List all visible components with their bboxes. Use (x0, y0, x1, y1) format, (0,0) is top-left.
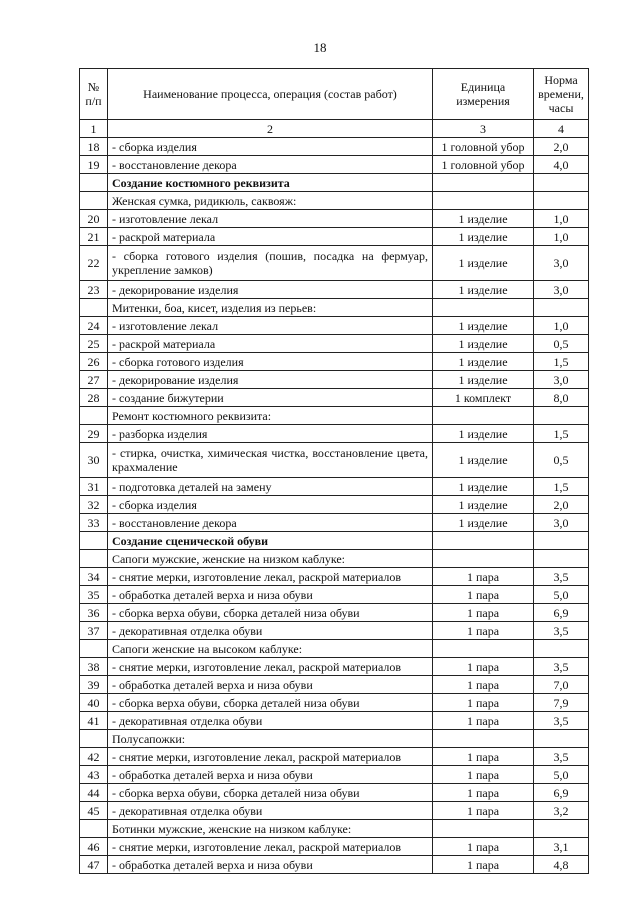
table-row (80, 622, 589, 640)
table-row (80, 425, 589, 443)
unit-of-measure: 1 пара (433, 622, 534, 640)
unit-of-measure: 1 изделие (433, 335, 534, 353)
unit-empty (433, 550, 534, 568)
unit-empty (433, 174, 534, 192)
norm-empty (534, 640, 589, 658)
table-row (80, 568, 589, 586)
table-row (80, 658, 589, 676)
unit-empty (433, 407, 534, 425)
time-norm: 1,5 (534, 425, 589, 443)
process-name: - сборка верха обуви, сборка деталей низа обуви (108, 694, 433, 712)
header-norm: Норма времени, часы (534, 69, 589, 120)
unit-of-measure: 1 пара (433, 604, 534, 622)
unit-of-measure: 1 изделие (433, 371, 534, 389)
group-row (80, 550, 589, 568)
section-row (80, 532, 589, 550)
process-name: - восстановление декора (108, 156, 433, 174)
row-number-empty (80, 820, 108, 838)
time-norm: 8,0 (534, 389, 589, 407)
unit-of-measure: 1 изделие (433, 425, 534, 443)
process-name: - декоративная отделка обуви (108, 622, 433, 640)
row-number: 36 (80, 604, 108, 622)
header-name: Наименование процесса, операция (состав работ) (108, 69, 433, 120)
process-name: - сборка готового изделия (108, 353, 433, 371)
group-row (80, 820, 589, 838)
unit-of-measure: 1 изделие (433, 246, 534, 281)
row-number-empty (80, 550, 108, 568)
section-title: Создание костюмного реквизита (108, 174, 433, 192)
row-number: 23 (80, 281, 108, 299)
row-number: 43 (80, 766, 108, 784)
table-row (80, 694, 589, 712)
unit-of-measure: 1 пара (433, 586, 534, 604)
row-number-empty (80, 407, 108, 425)
time-norm: 5,0 (534, 586, 589, 604)
time-norm: 1,0 (534, 317, 589, 335)
time-norm: 1,0 (534, 228, 589, 246)
unit-of-measure: 1 пара (433, 784, 534, 802)
table-row (80, 514, 589, 532)
unit-of-measure: 1 изделие (433, 353, 534, 371)
unit-of-measure: 1 изделие (433, 478, 534, 496)
table-row (80, 246, 589, 281)
process-name: - сборка изделия (108, 496, 433, 514)
norm-empty (534, 407, 589, 425)
table-row (80, 353, 589, 371)
row-number: 19 (80, 156, 108, 174)
column-number: 2 (108, 120, 433, 138)
norm-empty (534, 532, 589, 550)
table-row (80, 371, 589, 389)
process-name: - декорирование изделия (108, 371, 433, 389)
unit-of-measure: 1 пара (433, 748, 534, 766)
table-row (80, 317, 589, 335)
section-title: Создание сценической обуви (108, 532, 433, 550)
table-row (80, 335, 589, 353)
process-name: - изготовление лекал (108, 210, 433, 228)
row-number: 27 (80, 371, 108, 389)
process-name: - декорирование изделия (108, 281, 433, 299)
time-norm: 3,5 (534, 712, 589, 730)
table-row (80, 228, 589, 246)
process-name: - снятие мерки, изготовление лекал, раскрой материалов (108, 748, 433, 766)
time-norm: 1,5 (534, 478, 589, 496)
process-name: - обработка деталей верха и низа обуви (108, 856, 433, 874)
time-norm: 3,1 (534, 838, 589, 856)
row-number: 33 (80, 514, 108, 532)
table-row (80, 443, 589, 478)
process-name: - подготовка деталей на замену (108, 478, 433, 496)
norm-empty (534, 299, 589, 317)
process-name: - сборка изделия (108, 138, 433, 156)
norm-empty (534, 730, 589, 748)
time-norm: 3,5 (534, 658, 589, 676)
row-number: 46 (80, 838, 108, 856)
norm-empty (534, 550, 589, 568)
group-title: Сапоги женские на высоком каблуке: (108, 640, 433, 658)
process-name: - обработка деталей верха и низа обуви (108, 766, 433, 784)
group-row (80, 407, 589, 425)
row-number: 37 (80, 622, 108, 640)
table-row (80, 766, 589, 784)
group-row (80, 640, 589, 658)
process-name: - декоративная отделка обуви (108, 712, 433, 730)
unit-of-measure: 1 пара (433, 766, 534, 784)
table-row (80, 856, 589, 874)
group-title: Ремонт костюмного реквизита: (108, 407, 433, 425)
section-row (80, 174, 589, 192)
table-row (80, 210, 589, 228)
unit-of-measure: 1 пара (433, 838, 534, 856)
row-number: 44 (80, 784, 108, 802)
norms-table (79, 68, 589, 874)
row-number: 42 (80, 748, 108, 766)
row-number: 25 (80, 335, 108, 353)
process-name: - раскрой материала (108, 228, 433, 246)
header-unit: Единица измерения (433, 69, 534, 120)
table-row (80, 676, 589, 694)
table-row (80, 138, 589, 156)
time-norm: 2,0 (534, 496, 589, 514)
process-name: - стирка, очистка, химическая чистка, восстановление цвета, крахмаление (108, 443, 433, 478)
time-norm: 3,0 (534, 281, 589, 299)
group-row (80, 192, 589, 210)
row-number: 39 (80, 676, 108, 694)
time-norm: 6,9 (534, 784, 589, 802)
time-norm: 3,5 (534, 748, 589, 766)
row-number-empty (80, 192, 108, 210)
time-norm: 3,2 (534, 802, 589, 820)
unit-of-measure: 1 изделие (433, 210, 534, 228)
table-row (80, 586, 589, 604)
row-number-empty (80, 174, 108, 192)
group-title: Сапоги мужские, женские на низком каблуке: (108, 550, 433, 568)
group-row (80, 299, 589, 317)
time-norm: 3,5 (534, 622, 589, 640)
unit-of-measure: 1 изделие (433, 317, 534, 335)
unit-empty (433, 532, 534, 550)
column-numbers-row (80, 120, 589, 138)
row-number: 24 (80, 317, 108, 335)
time-norm: 1,0 (534, 210, 589, 228)
process-name: - восстановление декора (108, 514, 433, 532)
unit-empty (433, 820, 534, 838)
unit-empty (433, 192, 534, 210)
table-row (80, 748, 589, 766)
process-name: - снятие мерки, изготовление лекал, раскрой материалов (108, 658, 433, 676)
process-name: - декоративная отделка обуви (108, 802, 433, 820)
column-number: 1 (80, 120, 108, 138)
row-number-empty (80, 730, 108, 748)
row-number: 26 (80, 353, 108, 371)
unit-empty (433, 730, 534, 748)
unit-of-measure: 1 пара (433, 676, 534, 694)
process-name: - разборка изделия (108, 425, 433, 443)
norm-empty (534, 174, 589, 192)
row-number: 28 (80, 389, 108, 407)
unit-of-measure: 1 комплект (433, 389, 534, 407)
process-name: - сборка верха обуви, сборка деталей низа обуви (108, 604, 433, 622)
table-row (80, 712, 589, 730)
row-number: 18 (80, 138, 108, 156)
process-name: - обработка деталей верха и низа обуви (108, 586, 433, 604)
row-number: 45 (80, 802, 108, 820)
row-number: 30 (80, 443, 108, 478)
time-norm: 7,9 (534, 694, 589, 712)
time-norm: 2,0 (534, 138, 589, 156)
unit-of-measure: 1 пара (433, 694, 534, 712)
row-number: 47 (80, 856, 108, 874)
column-number: 3 (433, 120, 534, 138)
row-number: 29 (80, 425, 108, 443)
process-name: - снятие мерки, изготовление лекал, раскрой материалов (108, 568, 433, 586)
row-number: 31 (80, 478, 108, 496)
norm-empty (534, 192, 589, 210)
norm-empty (534, 820, 589, 838)
group-title: Женская сумка, ридикюль, саквояж: (108, 192, 433, 210)
row-number: 34 (80, 568, 108, 586)
row-number: 21 (80, 228, 108, 246)
unit-of-measure: 1 пара (433, 856, 534, 874)
unit-of-measure: 1 изделие (433, 496, 534, 514)
time-norm: 0,5 (534, 335, 589, 353)
row-number: 20 (80, 210, 108, 228)
table-row (80, 496, 589, 514)
time-norm: 1,5 (534, 353, 589, 371)
process-name: - раскрой материала (108, 335, 433, 353)
row-number-empty (80, 532, 108, 550)
unit-of-measure: 1 изделие (433, 281, 534, 299)
row-number: 22 (80, 246, 108, 281)
process-name: - сборка готового изделия (пошив, посадка на фермуар, укрепление замков) (108, 246, 433, 281)
time-norm: 3,0 (534, 514, 589, 532)
process-name: - сборка верха обуви, сборка деталей низа обуви (108, 784, 433, 802)
row-number: 35 (80, 586, 108, 604)
row-number-empty (80, 299, 108, 317)
table-row (80, 784, 589, 802)
row-number-empty (80, 640, 108, 658)
unit-of-measure: 1 пара (433, 658, 534, 676)
table-row (80, 389, 589, 407)
time-norm: 3,5 (534, 568, 589, 586)
unit-of-measure: 1 пара (433, 802, 534, 820)
time-norm: 3,0 (534, 246, 589, 281)
time-norm: 4,8 (534, 856, 589, 874)
row-number: 41 (80, 712, 108, 730)
row-number: 38 (80, 658, 108, 676)
header-num: № п/п (80, 69, 108, 120)
group-title: Митенки, боа, кисет, изделия из перьев: (108, 299, 433, 317)
process-name: - создание бижутерии (108, 389, 433, 407)
table-row (80, 478, 589, 496)
table-row (80, 838, 589, 856)
unit-of-measure: 1 изделие (433, 228, 534, 246)
header-row (80, 69, 589, 120)
table-row (80, 281, 589, 299)
unit-empty (433, 299, 534, 317)
column-number: 4 (534, 120, 589, 138)
unit-of-measure: 1 изделие (433, 443, 534, 478)
row-number: 32 (80, 496, 108, 514)
unit-of-measure: 1 пара (433, 568, 534, 586)
table-row (80, 802, 589, 820)
process-name: - обработка деталей верха и низа обуви (108, 676, 433, 694)
table-body (80, 69, 589, 874)
time-norm: 5,0 (534, 766, 589, 784)
time-norm: 3,0 (534, 371, 589, 389)
time-norm: 6,9 (534, 604, 589, 622)
time-norm: 7,0 (534, 676, 589, 694)
unit-of-measure: 1 головной убор (433, 156, 534, 174)
process-name: - изготовление лекал (108, 317, 433, 335)
row-number: 40 (80, 694, 108, 712)
group-row (80, 730, 589, 748)
time-norm: 4,0 (534, 156, 589, 174)
group-title: Полусапожки: (108, 730, 433, 748)
page-number: 18 (313, 40, 327, 55)
time-norm: 0,5 (534, 443, 589, 478)
unit-of-measure: 1 изделие (433, 514, 534, 532)
table-row (80, 604, 589, 622)
unit-of-measure: 1 пара (433, 712, 534, 730)
unit-empty (433, 640, 534, 658)
table-row (80, 156, 589, 174)
group-title: Ботинки мужские, женские на низком каблуке: (108, 820, 433, 838)
process-name: - снятие мерки, изготовление лекал, раскрой материалов (108, 838, 433, 856)
unit-of-measure: 1 головной убор (433, 138, 534, 156)
